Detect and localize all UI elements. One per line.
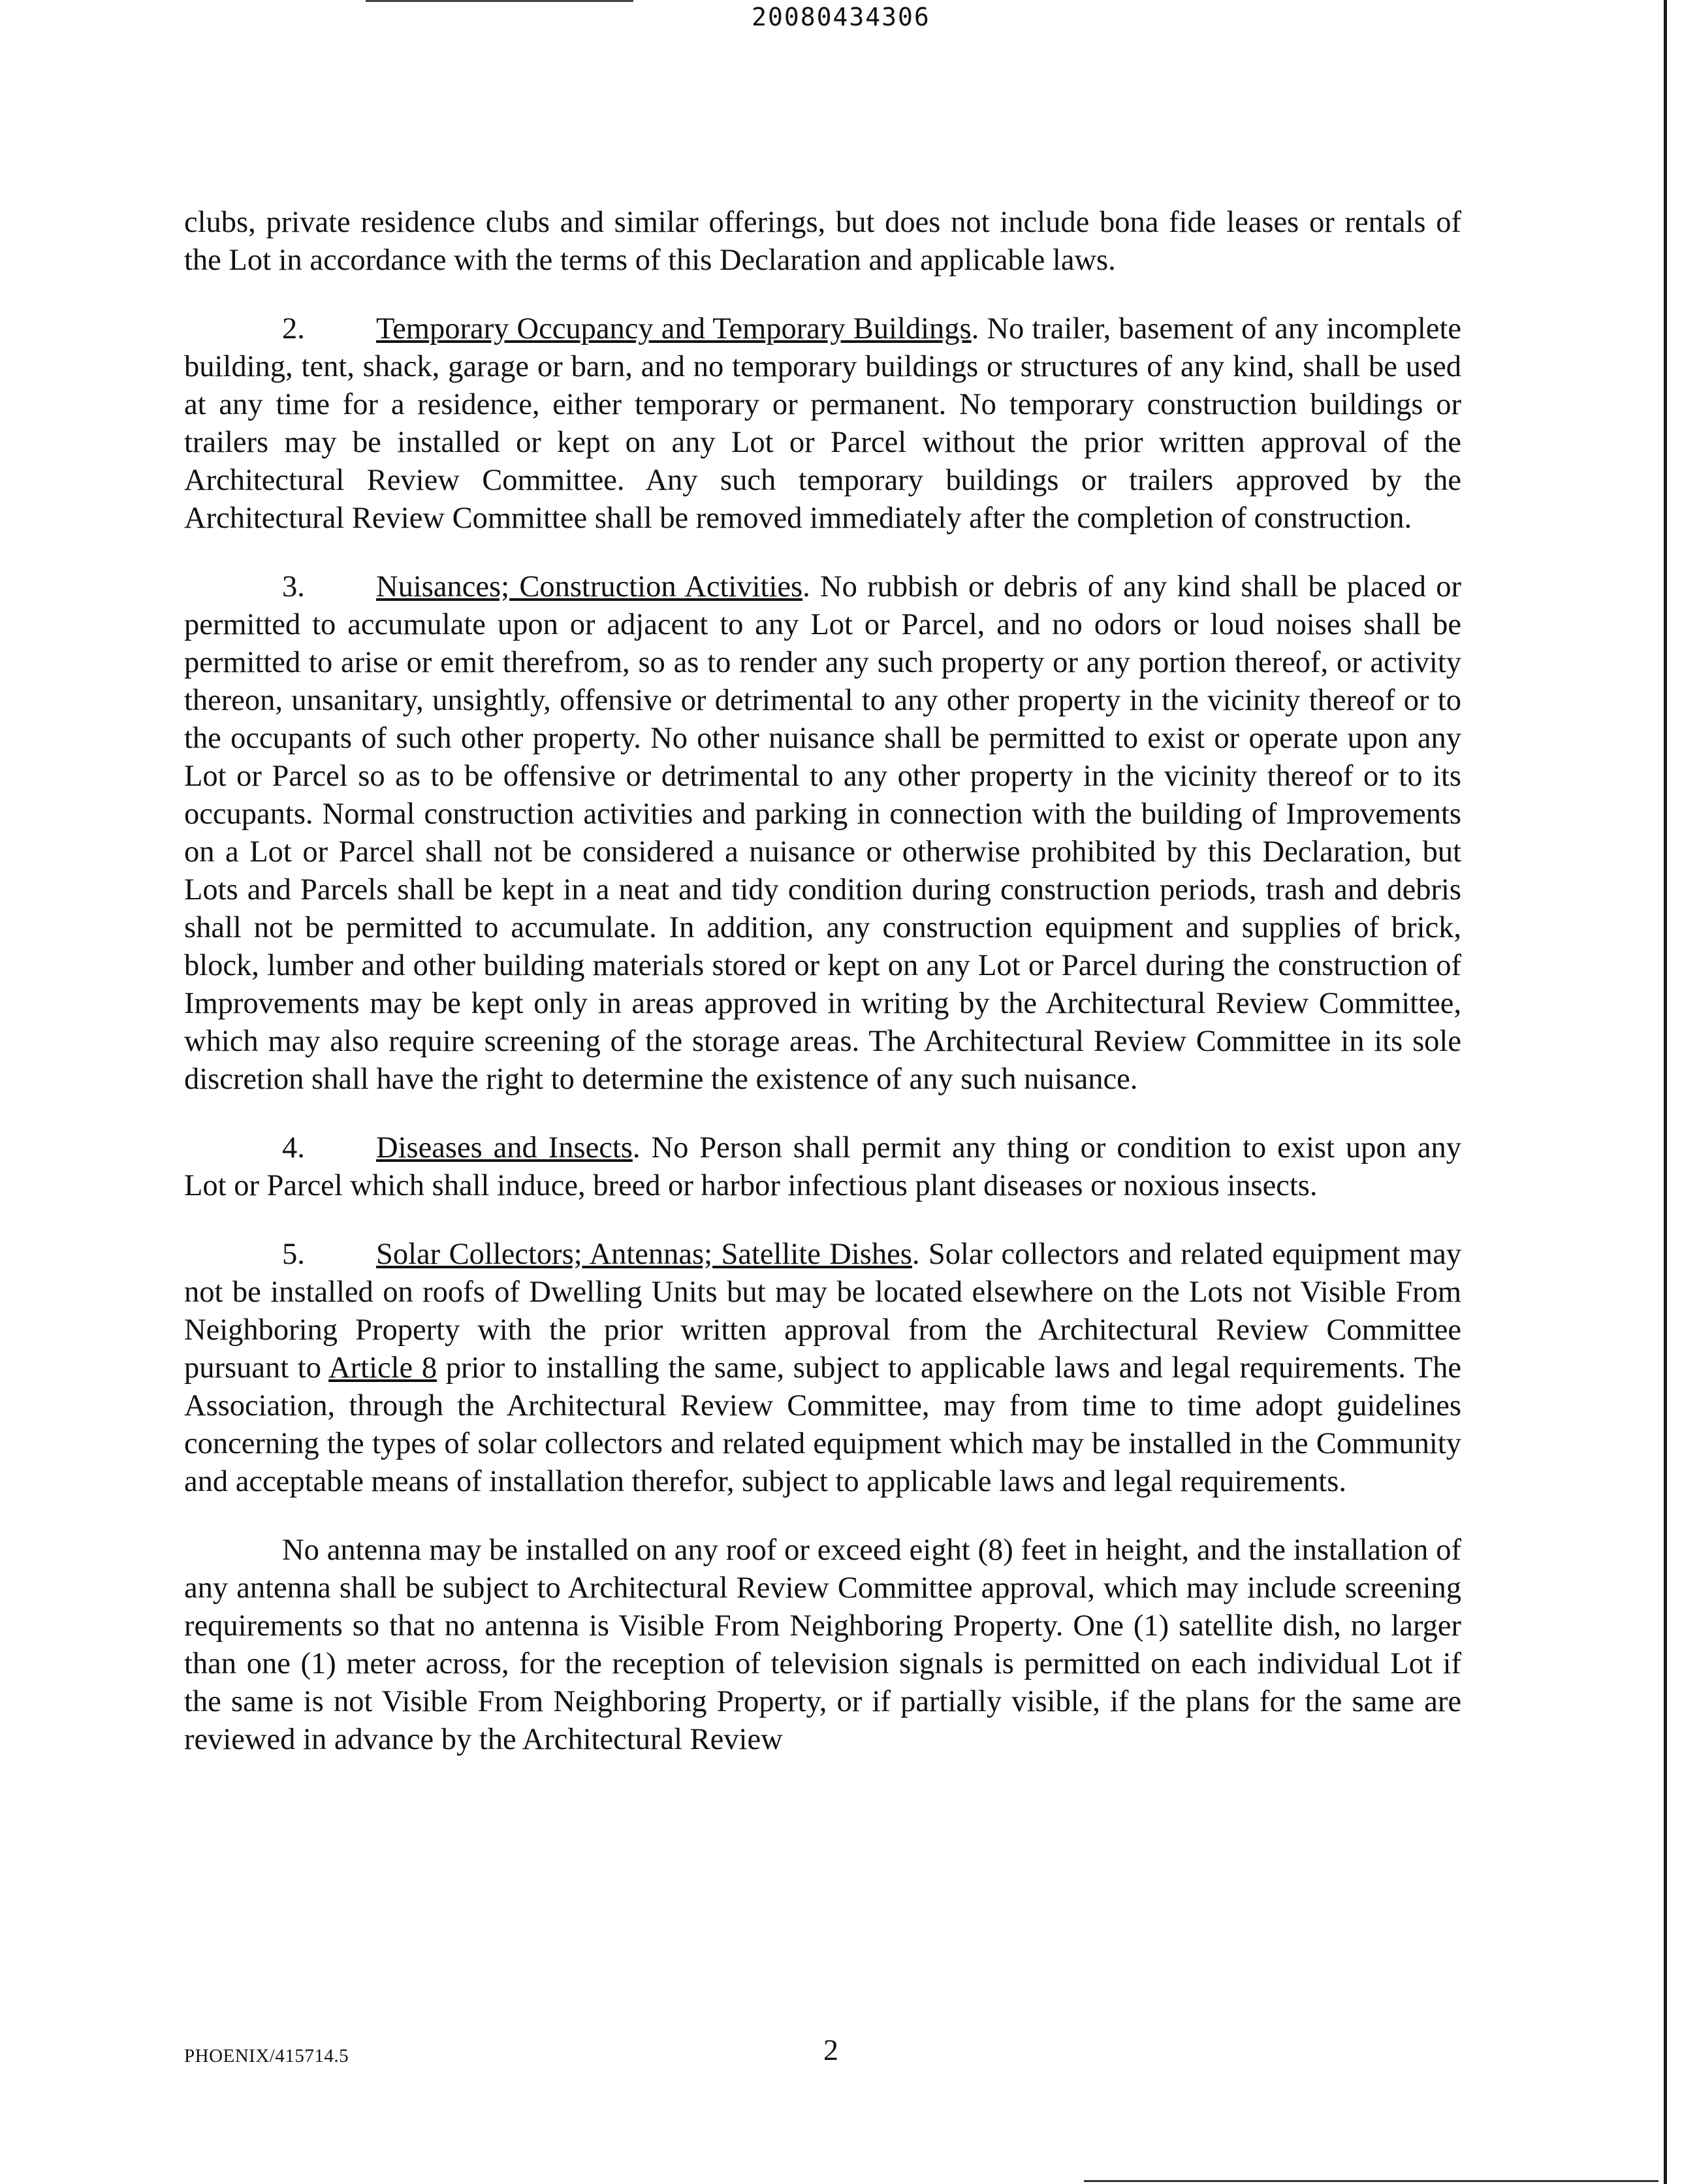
section-2-title: Temporary Occupancy and Temporary Buildings <box>376 312 972 345</box>
section-5 <box>184 1236 1461 1501</box>
section-3 <box>184 568 1461 1099</box>
paragraph-continuation: clubs, private residence clubs and similar offerings, but does not include bona fide leases or rentals of the Lot in accordance with the terms of this Declaration and applicable laws. <box>184 206 1461 277</box>
document-body <box>184 204 1461 1790</box>
section-4-text: . No Person shall permit any thing or condition to exist upon any Lot or Parcel which shall induce, breed or harbor infectious plant diseases or noxious insects. <box>184 1131 1461 1202</box>
section-3-title: Nuisances; Construction Activities <box>376 570 803 603</box>
top-scan-rule <box>366 0 633 2</box>
section-5-title: Solar Collectors; Antennas; Satellite Dishes <box>376 1238 912 1271</box>
footer-document-id: PHOENIX/415714.5 <box>184 2046 349 2066</box>
right-page-edge <box>1664 0 1667 2184</box>
paragraph-antenna: No antenna may be installed on any roof or exceed eight (8) feet in height, and the installation of any antenna shall be subject to Architectural Review Committee approval, which may include screening requirements so that no antenna is Visible From Neighboring Property. One (1) satellite dish, no larger than one (1) meter across, for the reception of television signals is permitted on each individual Lot if the same is not Visible From Neighboring Property, or if partially visible, if the plans for the same are reviewed in advance by the Architectural Review <box>184 1534 1461 1756</box>
section-4-number: 4. <box>282 1131 305 1164</box>
section-5-text-before: . Solar collectors and related equipment may not be installed on roofs of Dwelling Units but may be located elsewhere on the Lots not Visible From Neighboring Property with the prior written approval from the Architectural Review Committee pursuant to <box>184 1238 1461 1385</box>
section-2 <box>184 310 1461 538</box>
section-4 <box>184 1129 1461 1205</box>
section-2-text: . No trailer, basement of any incomplete building, tent, shack, garage or barn, and no temporary buildings or structures of any kind, shall be used at any time for a residence, either temporary or permanent. No temporary construction buildings or trailers may be installed or kept on any Lot or Parcel without the prior written approval of the Architectural Review Committee. Any such temporary buildings or trailers approved by the Architectural Review Committee shall be removed immediately after the completion of construction. <box>184 312 1461 535</box>
page-number: 2 <box>823 2033 838 2066</box>
section-3-text: . No rubbish or debris of any kind shall be placed or permitted to accumulate upon or adjacent to any Lot or Parcel, and no odors or loud noises shall be permitted to arise or emit therefrom, so as to render any such property or any portion thereof, or activity thereon, unsanitary, unsightly, offensive or detrimental to any other property in the vicinity thereof or to the occupants of such other property. No other nuisance shall be permitted to exist or operate upon any Lot or Parcel so as to be offensive or detrimental to any other property in the vicinity thereof or to its occupants. Normal construction activities and parking in connection with the building of Improvements on a Lot or Parcel shall not be considered a nuisance or otherwise prohibited by this Declaration, but Lots and Parcels shall be kept in a neat and tidy condition during construction periods, trash and debris shall not be permitted to accumulate. In addition, any construction equipment and supplies of brick, block, lumber and other building materials stored or kept on any Lot or Parcel during the construction of Improvements may be kept only in areas approved in writing by the Architectural Review Committee, which may also require screening of the storage areas. The Architectural Review Committee in its sole discretion shall have the right to determine the existence of any such nuisance. <box>184 570 1462 1096</box>
section-2-number: 2. <box>282 312 305 345</box>
article-8-reference: Article 8 <box>328 1351 437 1385</box>
section-3-number: 3. <box>282 570 305 603</box>
section-5-text-after: prior to installing the same, subject to applicable laws and legal requirements. The Association, through the Architectural Review Committee, may from time to time adopt guidelines concerning the types of solar collectors and related equipment which may be installed in the Community and acceptable means of installation therefor, subject to applicable laws and legal requirements. <box>184 1351 1461 1498</box>
bottom-scan-rule <box>1084 2180 1658 2182</box>
recording-number: 20080434306 <box>752 3 930 31</box>
section-5-number: 5. <box>282 1238 305 1271</box>
section-4-title: Diseases and Insects <box>376 1131 633 1164</box>
